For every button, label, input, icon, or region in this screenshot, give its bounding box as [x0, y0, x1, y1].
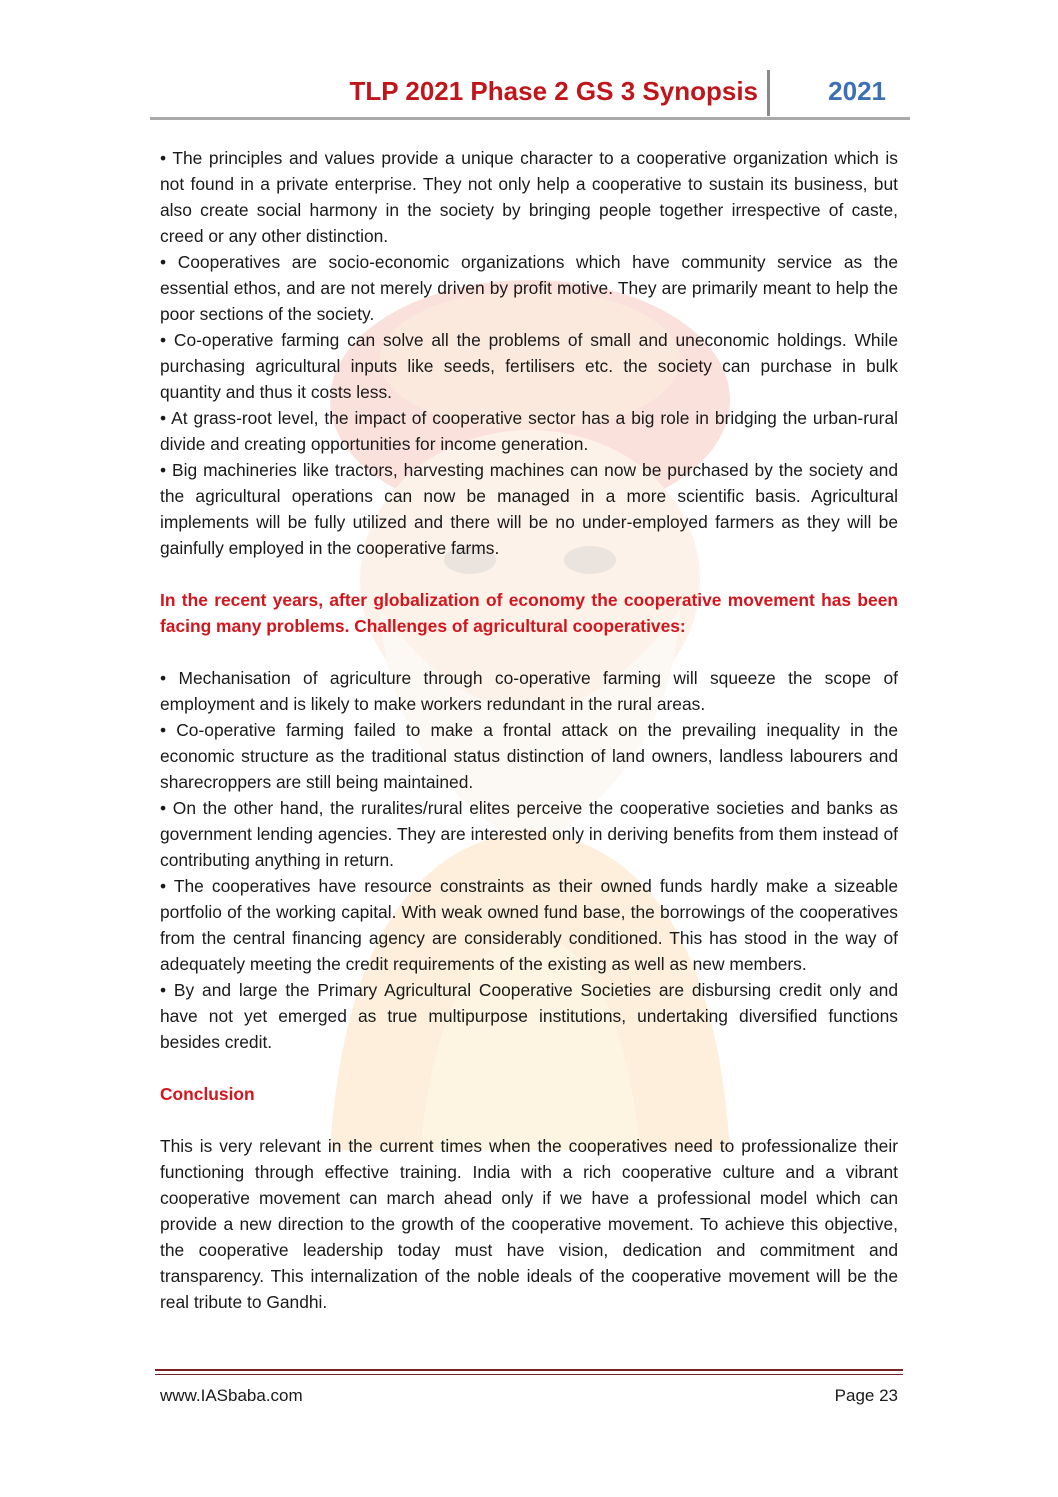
- challenge-item: • On the other hand, the ruralites/rural elites perceive the cooperative societies and banks as government lending agencies. They are interested only in deriving benefits from them instead of contributing anything in return.: [160, 798, 898, 870]
- challenge-item: • Co-operative farming failed to make a frontal attack on the prevailing inequality in the economic structure as the traditional status distinction of land owners, landless labourers and sharecroppers are still being maintained.: [160, 720, 898, 792]
- footer-rule-top: [155, 1369, 903, 1371]
- challenge-item: • The cooperatives have resource constraints as their owned funds hardly make a sizeable portfolio of the working capital. With weak owned fund base, the borrowings of the cooperatives from the central financing agency are considerably conditioned. This has stood in the way of adequately meeting the credit requirements of the existing as well as new members.: [160, 876, 898, 974]
- spacer: [160, 639, 898, 665]
- benefit-item: • Co-operative farming can solve all the problems of small and uneconomic holdings. While purchasing agricultural inputs like seeds, fertilisers etc. the society can purchase in bulk quantity and thus it costs less.: [160, 330, 898, 402]
- challenges-heading: In the recent years, after globalization of economy the cooperative movement has been facing many problems. Challenges of agricultural cooperatives:: [160, 590, 898, 636]
- conclusion-paragraph: This is very relevant in the current times when the cooperatives need to professionalize their functioning through effective training. India with a rich cooperative culture and a vibrant cooperative movement can march ahead only if we have a professional model which can provide a new direction to the growth of the cooperative movement. To achieve this objective, the cooperative leadership today must have vision, dedication and commitment and transparency. This internalization of the noble ideals of the cooperative movement will be the real tribute to Gandhi.: [160, 1136, 898, 1312]
- header-rule: [150, 117, 910, 120]
- benefit-item: • Cooperatives are socio-economic organizations which have community service as the essential ethos, and are not merely driven by profit motive. They are primarily meant to help the poor sections of the society.: [160, 252, 898, 324]
- challenge-item: • By and large the Primary Agricultural Cooperative Societies are disbursing credit only and have not yet emerged as true multipurpose institutions, undertaking diversified functions besides credit.: [160, 980, 898, 1052]
- spacer: [160, 1055, 898, 1081]
- main-content: [160, 145, 898, 1315]
- conclusion-heading: Conclusion: [160, 1084, 255, 1104]
- spacer: [160, 561, 898, 587]
- footer-website: www.IASbaba.com: [160, 1386, 303, 1405]
- page-number: Page 23: [834, 1386, 898, 1405]
- benefit-item: • The principles and values provide a unique character to a cooperative organization which is not found in a private enterprise. They not only help a cooperative to sustain its business, but also create social harmony in the society by bringing people together irrespective of caste, creed or any other distinction.: [160, 148, 898, 246]
- benefit-item: • Big machineries like tractors, harvesting machines can now be purchased by the society and the agricultural operations can now be managed in a more scientific basis. Agricultural implements will be fully utilized and there will be no under-employed farmers as they will be gainfully employed in the cooperative farms.: [160, 460, 898, 558]
- challenge-item: • Mechanisation of agriculture through co-operative farming will squeeze the scope of employment and is likely to make workers redundant in the rural areas.: [160, 668, 898, 714]
- spacer: [160, 1107, 898, 1133]
- document-year: 2021: [828, 76, 886, 106]
- document-title: TLP 2021 Phase 2 GS 3 Synopsis: [349, 76, 758, 106]
- benefit-item: • At grass-root level, the impact of cooperative sector has a big role in bridging the urban-rural divide and creating opportunities for income generation.: [160, 408, 898, 454]
- header-separator: [767, 70, 770, 116]
- page-header: [150, 70, 910, 120]
- footer-rule-bottom: [155, 1374, 903, 1375]
